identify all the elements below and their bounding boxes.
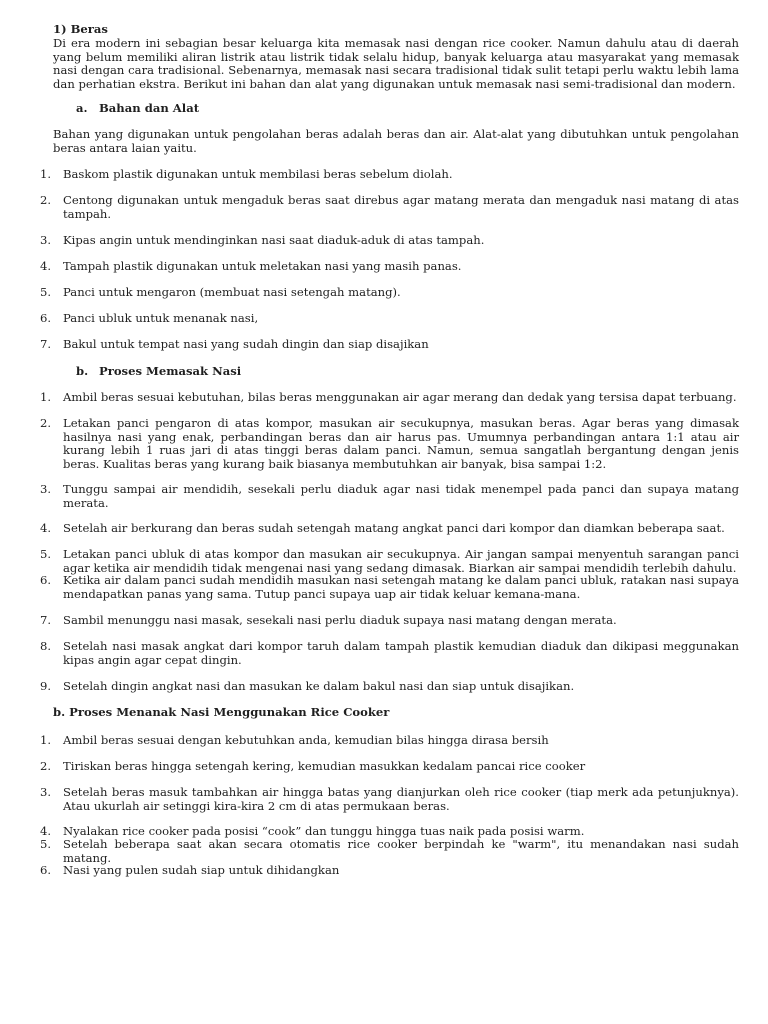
list-number: 5. [40,837,52,851]
list-number: 2. [40,759,52,773]
list-text: Letakan panci ubluk di atas kompor dan masukan air secukupnya. Air jangan sampai menyentuh sarangan panci agar ketika air mendidih tidak mengenai nasi yang sedang dimasak. Biarkan air sampai mendidih terlebih dahulu. [63,547,739,575]
list-text: Nasi yang pulen sudah siap untuk dihidangkan [63,863,340,877]
intro-paragraph: Di era modern ini sebagian besar keluarga kita memasak nasi dengan rice cooker. Namun dahulu atau di daerah yang belum memiliki aliran listrik atau listrik tidak selalu hidup, banyak keluarga atau masyarakat yang memasak nasi dengan cara tradisional. Sebenarnya, memasak nasi secara tradisional tidak sulit tetapi perlu waktu lebih lama dan perhatian ekstra. Berikut ini bahan dan alat yang digunakan untuk memasak nasi semi-tradisional dan modern. [53,36,739,92]
list-number: 9. [40,679,52,693]
list-number: 4. [40,521,52,535]
list-number: 5. [40,547,52,561]
list-number: 3. [40,482,52,496]
list-number: 6. [40,863,52,877]
list-text: Tiriskan beras hingga setengah kering, kemudian masukkan kedalam pancai rice cooker [63,759,586,773]
part-a-paragraph: Bahan yang digunakan untuk pengolahan beras adalah beras dan air. Alat-alat yang dibutuhkan untuk pengolahan beras antara laian yaitu. [53,127,739,155]
list-number: 5. [40,285,52,299]
list-text: Setelah beras masuk tambahkan air hingga batas yang dianjurkan oleh rice cooker (tiap merk ada petunjuknya). Atau ukurlah air setinggi kira-kira 2 cm di atas permukaan beras. [63,785,739,813]
heading-marker: a. [76,101,88,115]
list-number: 4. [40,259,52,273]
list-text: Setelah beberapa saat akan secara otomatis rice cooker berpindah ke "warm", itu menandakan nasi sudah matang. [63,837,739,865]
list-text: Baskom plastik digunakan untuk membilasi beras sebelum diolah. [63,167,453,181]
list-text: Tunggu sampai air mendidih, sesekali perlu diaduk agar nasi tidak menempel pada panci dan supaya matang merata. [63,482,739,510]
section-title: 1) Beras [53,22,108,36]
list-text: Kipas angin untuk mendinginkan nasi saat diaduk-aduk di atas tampah. [63,233,485,247]
heading-text: Proses Memasak Nasi [99,364,242,378]
list-number: 6. [40,573,52,587]
list-text: Panci untuk mengaron (membuat nasi setengah matang). [63,285,401,299]
heading-marker: b. [76,364,89,378]
list-number: 7. [40,613,52,627]
list-number: 1. [40,733,52,747]
list-text: Bakul untuk tempat nasi yang sudah dingin dan siap disajikan [63,337,429,351]
heading-rice-cooker: b. Proses Menanak Nasi Menggunakan Rice Cooker [53,705,390,719]
list-text: Centong digunakan untuk mengaduk beras saat direbus agar matang merata dan mengaduk nasi matang di atas tampah. [63,193,739,221]
list-number: 7. [40,337,52,351]
list-text: Ambil beras sesuai dengan kebutuhkan anda, kemudian bilas hingga dirasa bersih [63,733,549,747]
heading-text: Bahan dan Alat [99,101,200,115]
list-number: 1. [40,390,52,404]
list-number: 3. [40,233,52,247]
list-text: Setelah dingin angkat nasi dan masukan ke dalam bakul nasi dan siap untuk disajikan. [63,679,575,693]
list-text: Tampah plastik digunakan untuk meletakan nasi yang masih panas. [63,259,462,273]
list-text: Setelah air berkurang dan beras sudah setengah matang angkat panci dari kompor dan diamkan beberapa saat. [63,521,725,535]
list-number: 2. [40,193,52,207]
heading-bahan-dan-alat [76,102,199,116]
list-text: Setelah nasi masak angkat dari kompor taruh dalam tampah plastik kemudian diaduk dan dikipasi meggunakan kipas angin agar cepat dingin. [63,639,739,667]
list-text: Ketika air dalam panci sudah mendidih masukan nasi setengah matang ke dalam panci ubluk, ratakan nasi supaya mendapatkan panas yang sama. Tutup panci supaya uap air tidak keluar kemana-mana. [63,573,739,601]
list-text: Panci ubluk untuk menanak nasi, [63,311,259,325]
list-number: 4. [40,824,52,838]
list-number: 2. [40,416,52,430]
list-number: 3. [40,785,52,799]
list-text: Sambil menunggu nasi masak, sesekali nasi perlu diaduk supaya nasi matang dengan merata. [63,613,617,627]
heading-proses-memasak-nasi [76,365,241,379]
list-text: Ambil beras sesuai kebutuhan, bilas beras menggunakan air agar merang dan dedak yang tersisa dapat terbuang. [63,390,737,404]
list-text: Nyalakan rice cooker pada posisi “cook” dan tunggu hingga tuas naik pada posisi warm. [63,824,585,838]
list-number: 1. [40,167,52,181]
list-text: Letakan panci pengaron di atas kompor, masukan air secukupnya, masukan beras. Agar beras yang dimasak hasilnya nasi yang enak, perbandingan beras dan air harus pas. Umumnya perbandingan antara 1:1 atau air kurang lebih 1 ruas jari di atas tinggi beras dalam panci. Namun, semua sangatlah bergantung dengan jenis beras. Kualitas beras yang kurang baik biasanya membutuhkan air banyak, bisa sampai 1:2. [63,416,739,472]
list-number: 8. [40,639,52,653]
list-number: 6. [40,311,52,325]
